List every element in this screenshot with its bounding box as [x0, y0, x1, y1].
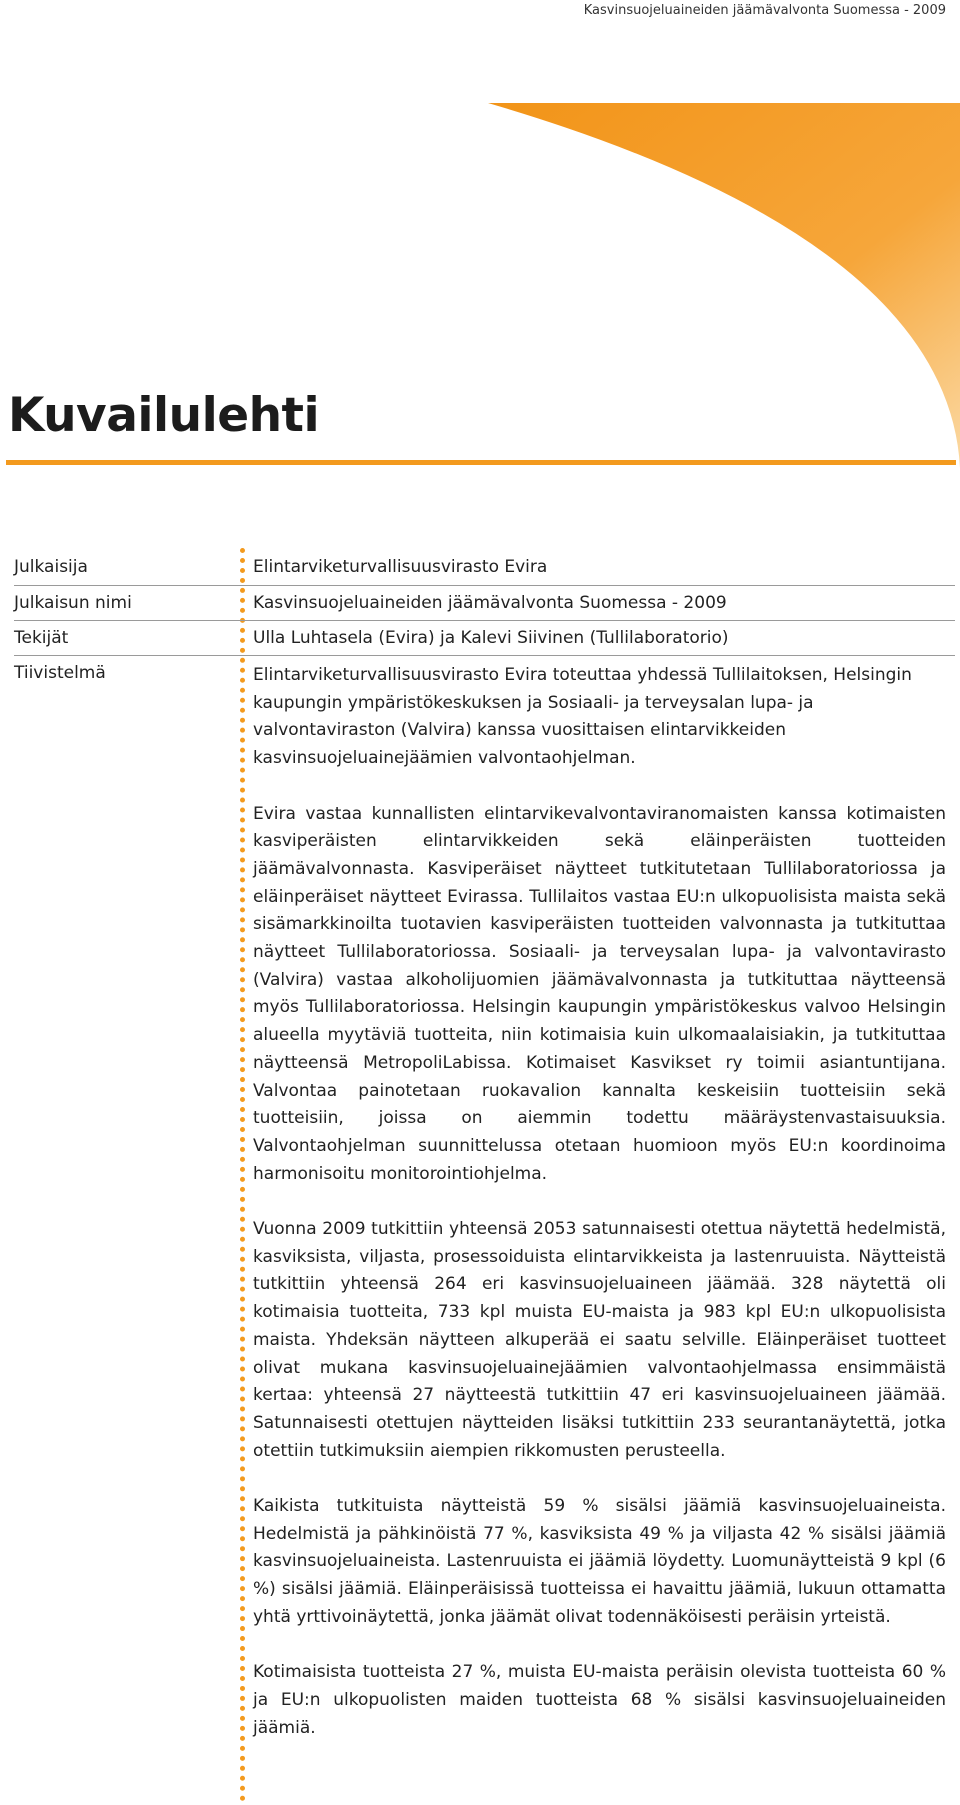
abstract-paragraph: Kaikista tutkituista näytteistä 59 % sisälsi jäämiä kasvinsuojeluaineista. Hedelmistä ja pähkinöistä 77 %, kasviksista 49 % ja viljasta 42 % sisälsi jäämiä kasvinsuojeluaineista. Lastenruuista ei jäämiä löydetty. Luomunäytteistä 9 kpl (6 %) sisälsi jäämiä. Eläinperäisissä tuotteissa ei havaittu jäämiä, lukuun ottamatta yhtä yrttivoinäytettä, jonka jäämät olivat todennäköisesti peräisin yrteistä.	[253, 1496, 946, 1627]
page-title: Kuvailulehti	[8, 388, 320, 443]
running-header: Kasvinsuojeluaineiden jäämävalvonta Suomessa - 2009	[583, 3, 946, 18]
decorative-orange-arc	[488, 103, 960, 468]
abstract-paragraph: Kotimaisista tuotteista 27 %, muista EU-maista peräisin olevista tuotteista 60 % ja EU:n ulkopuolisten maiden tuotteista 68 % sisälsi kasvinsuojeluaineiden jäämiä.	[253, 1662, 946, 1738]
dotted-separator	[240, 548, 245, 1802]
publisher-value: Elintarviketurvallisuusvirasto Evira	[253, 557, 548, 577]
publication-name-label: Julkaisun nimi	[14, 593, 132, 613]
abstract-paragraph: Vuonna 2009 tutkittiin yhteensä 2053 satunnaisesti otettua näytettä hedelmistä, kasviksista, viljasta, prosessoiduista elintarvikkeista ja lastenruuista. Näytteistä tutkittiin yhteensä 264 eri kasvinsuojeluaineen jäämää. 328 näytettä oli kotimaisia tuotteita, 733 kpl muista EU-maista ja 983 kpl EU:n ulkopuolisista maista. Yhdeksän näytteen alkuperää ei saatu selville. Eläinperäiset tuotteet olivat mukana kasvinsuojeluainejäämien valvontaohjelmassa ensimmäistä kertaa: yhteensä 27 näytteestä tutkittiin 47 eri kasvinsuojeluaineen jäämää. Satunnaisesti otettujen näytteiden lisäksi tutkittiin 233 seurantanäytettä, jotka otettiin tutkimuksiin aiempien rikkomusten perusteella.	[253, 1219, 946, 1461]
abstract-label: Tiivistelmä	[14, 663, 106, 683]
publisher-label: Julkaisija	[14, 557, 88, 577]
authors-label: Tekijät	[14, 628, 69, 648]
row-divider	[14, 620, 955, 621]
publication-name-value: Kasvinsuojeluaineiden jäämävalvonta Suomessa - 2009	[253, 593, 727, 613]
row-divider	[14, 585, 955, 586]
authors-value: Ulla Luhtasela (Evira) ja Kalevi Siivinen (Tullilaboratorio)	[253, 628, 729, 648]
abstract-paragraph: Evira vastaa kunnallisten elintarvikevalvontaviranomaisten kanssa kotimaisten kasviperäisten elintarvikkeiden sekä eläinperäisten tuotteiden jäämävalvonnasta. Kasviperäiset näytteet tutkitutetaan Tullilaboratoriossa ja eläinperäiset näytteet Evirassa. Tullilaitos vastaa EU:n ulkopuolisista maista sekä sisämarkkinoilta tuotavien kasviperäisten tuotteiden valvonnasta ja tutkituttaa näytteet Tullilaboratoriossa. Sosiaali- ja terveysalan lupa- ja valvontavirasto (Valvira) vastaa alkoholijuomien jäämävalvonnasta ja tutkituttaa näytteensä myös Tullilaboratoriossa. Helsingin kaupungin ympäristökeskus valvoo Helsingin alueella myytäviä tuotteita, niin kotimaisia kuin ulkomaalaisiakin, ja tutkituttaa näytteensä MetropoliLabissa. Kotimaiset Kasvikset ry toimii asiantuntijana. Valvontaa painotetaan ruokavalion kannalta keskeisiin tuotteisiin sekä tuotteisiin, joissa on aiemmin todettu määräystenvastaisuuksia. Valvontaohjelman suunnittelussa otetaan huomioon myös EU:n koordinoima harmonisoitu monitorointiohjelma.	[253, 803, 946, 1184]
abstract-body	[253, 662, 946, 1770]
row-divider	[14, 655, 955, 656]
title-underline	[6, 460, 956, 465]
abstract-paragraph: Elintarviketurvallisuusvirasto Evira toteuttaa yhdessä Tullilaitoksen, Helsingin kaupungin ympäristökeskuksen ja Sosiaali- ja terveysalan lupa- ja valvontaviraston (Valvira) kanssa vuosittaisen elintarvikkeiden kasvinsuojeluainejäämien valvontaohjelman.	[253, 665, 912, 769]
